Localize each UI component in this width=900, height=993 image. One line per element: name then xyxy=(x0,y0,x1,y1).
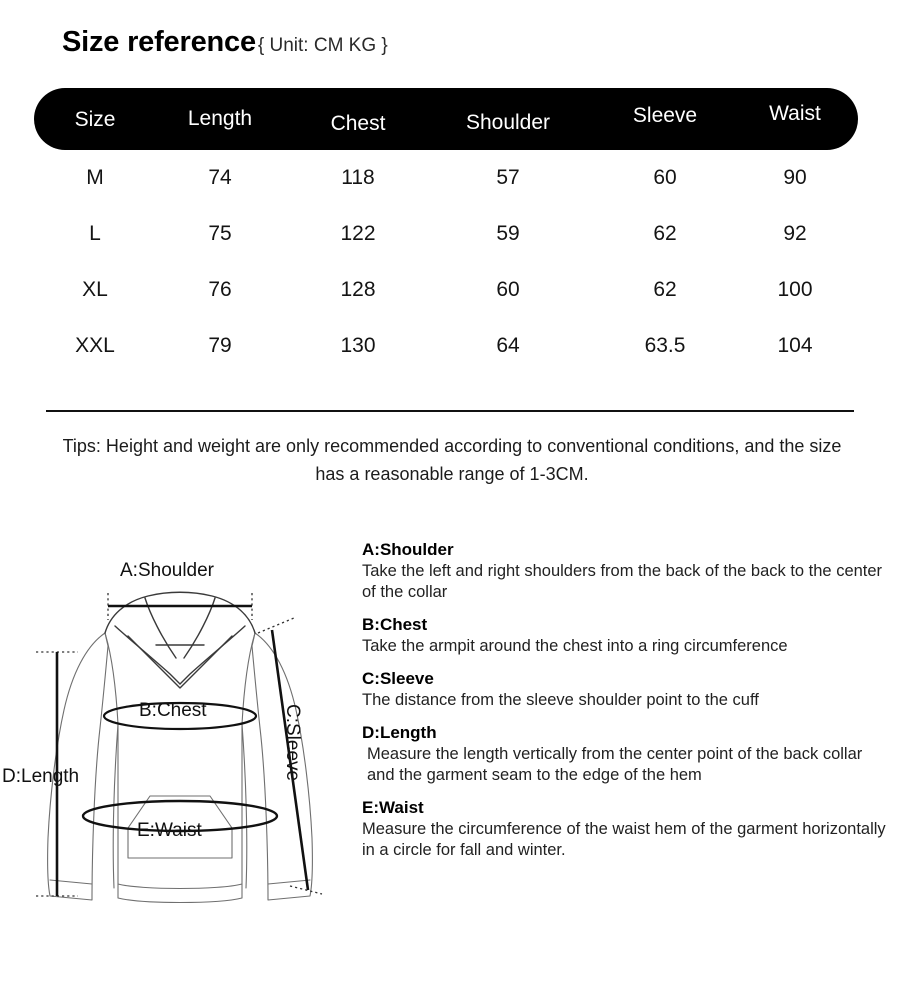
table-row xyxy=(34,318,858,374)
page-title-unit: { Unit: CM KG } xyxy=(257,35,388,56)
cell-shoulder: 64 xyxy=(496,334,520,357)
column-header-length: Length xyxy=(187,107,253,130)
legend-description: The distance from the sleeve shoulder point to the cuff xyxy=(362,691,759,709)
legend-item-length xyxy=(362,723,892,786)
cell-shoulder: 59 xyxy=(496,222,520,245)
legend-item-waist xyxy=(362,798,892,861)
cell-size: XL xyxy=(82,278,108,301)
cell-size: L xyxy=(89,222,101,245)
section-divider xyxy=(46,410,854,412)
diagram-label-chest: B:Chest xyxy=(139,700,207,721)
cell-length: 74 xyxy=(208,166,232,189)
column-header-shoulder: Shoulder xyxy=(465,111,551,134)
legend-item-chest xyxy=(362,615,892,657)
cell-waist: 92 xyxy=(783,222,807,245)
measurement-legend xyxy=(362,540,892,873)
legend-description: Take the left and right shoulders from the back of the back to the center of the collar xyxy=(362,562,883,601)
cell-waist: 90 xyxy=(783,166,807,189)
cell-size: XXL xyxy=(75,334,115,357)
legend-heading: D:Length xyxy=(362,723,437,742)
column-header-sleeve: Sleeve xyxy=(632,104,698,127)
legend-item-sleeve xyxy=(362,669,892,711)
diagram-label-shoulder: A:Shoulder xyxy=(120,560,215,581)
cell-chest: 130 xyxy=(340,334,376,357)
tips-text: Tips: Height and weight are only recommended according to conventional conditions, and the size has a reasonable range of 1-3CM. xyxy=(62,436,842,484)
cell-length: 75 xyxy=(208,222,232,245)
cell-size: M xyxy=(86,166,104,189)
diagram-label-length: D:Length xyxy=(2,766,80,787)
legend-heading: C:Sleeve xyxy=(362,669,434,688)
legend-description: Measure the circumference of the waist hem of the garment horizontally in a circle for fall and winter. xyxy=(362,820,886,859)
column-header-waist: Waist xyxy=(769,102,821,125)
page-title xyxy=(62,26,388,59)
cell-chest: 128 xyxy=(340,278,376,301)
cell-sleeve: 63.5 xyxy=(644,334,686,357)
legend-heading: B:Chest xyxy=(362,615,428,634)
cell-chest: 122 xyxy=(340,222,376,245)
cell-shoulder: 60 xyxy=(496,278,520,301)
cell-chest: 118 xyxy=(341,166,375,189)
table-row xyxy=(34,262,858,318)
table-row xyxy=(34,150,858,206)
table-body xyxy=(34,150,858,374)
cell-sleeve: 60 xyxy=(653,166,677,189)
page-title-main: Size reference xyxy=(62,26,256,58)
cell-length: 76 xyxy=(208,278,232,301)
diagram-label-sleeve: C:Sleeve xyxy=(282,704,303,782)
cell-waist: 100 xyxy=(777,278,813,301)
size-table xyxy=(34,88,858,374)
hoodie-illustration-svg xyxy=(0,528,360,948)
column-header-size: Size xyxy=(74,108,116,131)
diagram-label-waist: E:Waist xyxy=(137,820,202,841)
column-header-chest: Chest xyxy=(330,112,386,135)
cell-shoulder: 57 xyxy=(496,166,520,189)
cell-sleeve: 62 xyxy=(653,222,677,245)
table-header-row xyxy=(34,88,858,150)
legend-heading: E:Waist xyxy=(362,798,424,817)
cell-sleeve: 62 xyxy=(653,278,677,301)
legend-heading: A:Shoulder xyxy=(362,540,454,559)
cell-waist: 104 xyxy=(777,334,813,357)
legend-description: Measure the length vertically from the center point of the back collar and the garment seam to the edge of the hem xyxy=(367,745,863,784)
cell-length: 79 xyxy=(208,334,232,357)
legend-description: Take the armpit around the chest into a ring circumference xyxy=(362,637,788,655)
shoulder-measure-line xyxy=(108,593,252,620)
table-row xyxy=(34,206,858,262)
garment-diagram xyxy=(0,528,360,948)
legend-item-shoulder xyxy=(362,540,892,603)
